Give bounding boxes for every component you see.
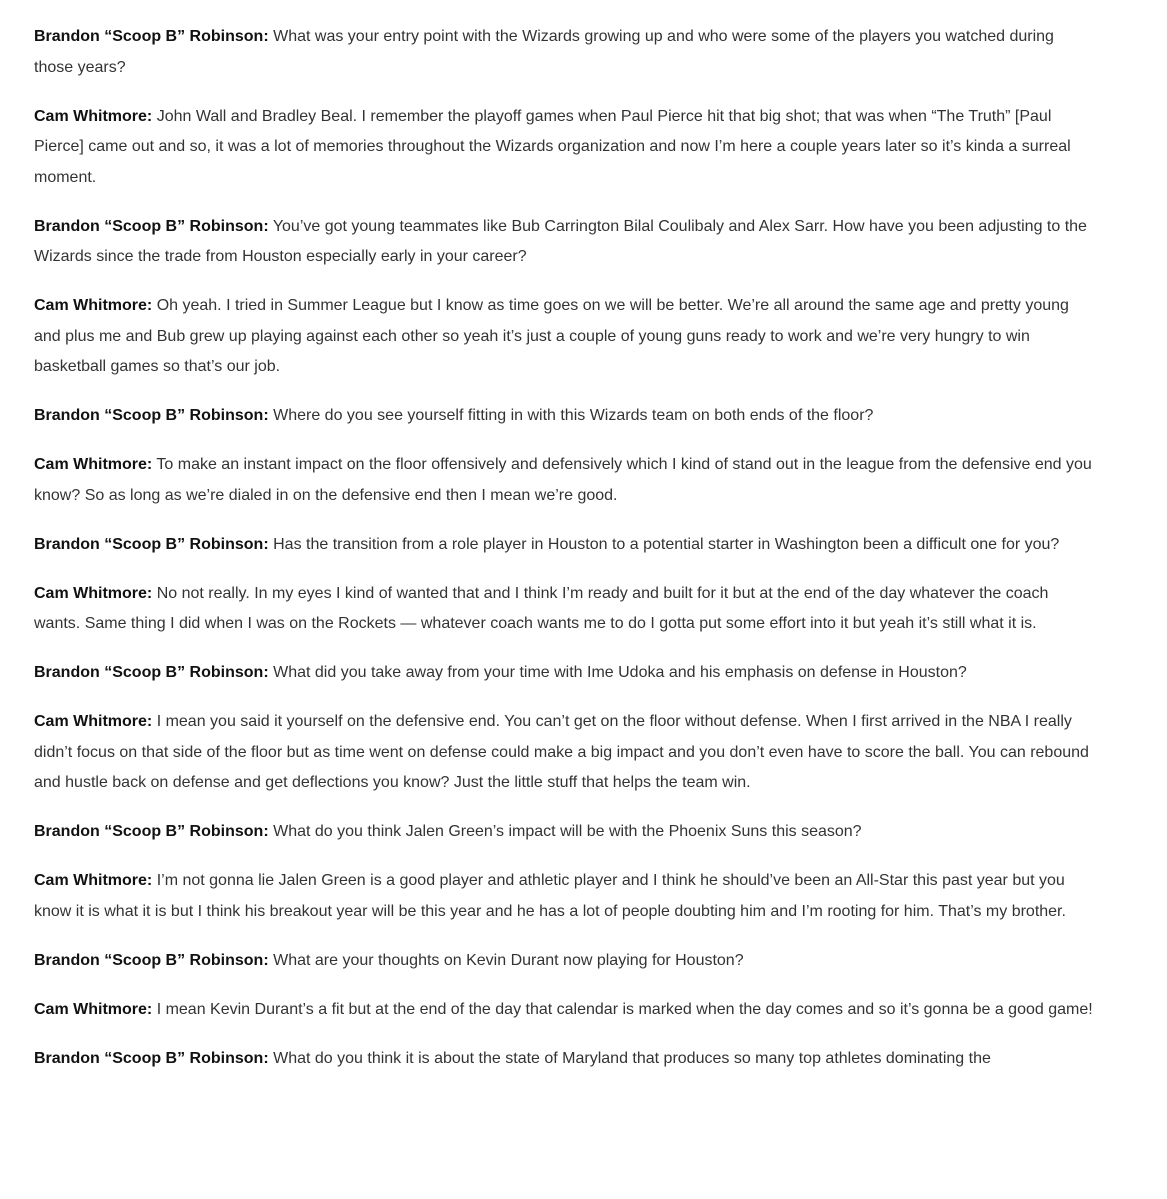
answer-text: I mean you said it yourself on the defensive end. You can’t get on the floor without defense. When I first arrived in the NBA I really didn’t focus on that side of the floor but as time went on defense could make a big impact and you don’t even have to score the ball. You can rebound and hustle back on defense and get deflections you know? Just the little stuff that helps the team win.	[34, 713, 1089, 791]
answer-paragraph	[34, 102, 1094, 194]
answer-text: Oh yeah. I tried in Summer League but I know as time goes on we will be better. We’re all around the same age and pretty young and plus me and Bub grew up playing against each other so yeah it’s just a couple of young guns ready to work and we’re very hungry to win basketball games so that’s our job.	[34, 297, 1069, 375]
interviewee-name: Cam Whitmore:	[34, 872, 153, 889]
question-text: What are your thoughts on Kevin Durant now playing for Houston?	[273, 951, 744, 969]
answer-paragraph	[34, 995, 1094, 1026]
interviewer-name: Brandon “Scoop B” Robinson:	[34, 28, 269, 45]
answer-paragraph	[34, 866, 1094, 927]
interviewee-name: Cam Whitmore:	[34, 297, 153, 314]
interviewer-name: Brandon “Scoop B” Robinson:	[34, 823, 269, 840]
question-text: You’ve got young teammates like Bub Carrington Bilal Coulibaly and Alex Sarr. How have you been adjusting to the Wizards since the trade from Houston especially early in your career?	[34, 217, 1087, 265]
question-text: What did you take away from your time with Ime Udoka and his emphasis on defense in Houston?	[273, 664, 967, 681]
interviewee-name: Cam Whitmore:	[34, 107, 153, 125]
interview-article	[34, 22, 1094, 1093]
interviewer-name: Brandon “Scoop B” Robinson:	[34, 664, 269, 681]
answer-text: To make an instant impact on the floor offensively and defensively which I kind of stand out in the league from the defensive end you know? So as long as we’re dialed in on the defensive end then I mean we’re good.	[34, 456, 1092, 504]
question-text: What was your entry point with the Wizards growing up and who were some of the players you watched during those years?	[34, 28, 1054, 76]
interviewer-name: Brandon “Scoop B” Robinson:	[34, 217, 269, 235]
answer-text: John Wall and Bradley Beal. I remember the playoff games when Paul Pierce hit that big shot; that was when “The Truth” [Paul Pierce] came out and so, it was a lot of memories throughout the Wizards organization and now I’m here a couple years later so it’s kinda a surreal moment.	[34, 107, 1071, 186]
question-paragraph	[34, 530, 1094, 561]
interviewer-name: Brandon “Scoop B” Robinson:	[34, 407, 269, 424]
question-paragraph	[34, 212, 1094, 273]
answer-paragraph	[34, 707, 1094, 799]
answer-text: I mean Kevin Durant’s a fit but at the end of the day that calendar is marked when the day comes and so it’s gonna be a good game!	[156, 1000, 1093, 1018]
question-paragraph	[34, 401, 1094, 432]
answer-paragraph	[34, 291, 1094, 383]
question-paragraph	[34, 22, 1094, 83]
question-paragraph	[34, 946, 1094, 977]
question-paragraph	[34, 658, 1094, 689]
answer-paragraph	[34, 450, 1094, 511]
interviewer-name: Brandon “Scoop B” Robinson:	[34, 535, 269, 553]
interviewee-name: Cam Whitmore:	[34, 584, 153, 602]
answer-text: No not really. In my eyes I kind of wanted that and I think I’m ready and built for it but at the end of the day whatever the coach wants. Same thing I did when I was on the Rockets — whatever coach wants me to do I gotta put some effort into it but yeah it’s still what it is.	[34, 584, 1049, 632]
interviewer-name: Brandon “Scoop B” Robinson:	[34, 1049, 269, 1067]
question-text: Where do you see yourself fitting in with this Wizards team on both ends of the floor?	[273, 407, 874, 424]
answer-text: I’m not gonna lie Jalen Green is a good player and athletic player and I think he should’ve been an All-Star this past year but you know it is what it is but I think his breakout year will be this year and he has a lot of people doubting him and I’m rooting for him. That’s my brother.	[34, 872, 1066, 920]
question-text: What do you think it is about the state of Maryland that produces so many top athletes dominating the	[273, 1049, 991, 1067]
question-paragraph	[34, 817, 1094, 848]
interviewee-name: Cam Whitmore:	[34, 713, 153, 730]
question-text: What do you think Jalen Green’s impact will be with the Phoenix Suns this season?	[273, 823, 862, 840]
interviewee-name: Cam Whitmore:	[34, 456, 153, 473]
answer-paragraph	[34, 579, 1094, 640]
interviewee-name: Cam Whitmore:	[34, 1000, 153, 1018]
interviewer-name: Brandon “Scoop B” Robinson:	[34, 951, 269, 969]
question-text: Has the transition from a role player in Houston to a potential starter in Washington been a difficult one for you?	[273, 535, 1060, 553]
question-paragraph	[34, 1044, 1094, 1075]
